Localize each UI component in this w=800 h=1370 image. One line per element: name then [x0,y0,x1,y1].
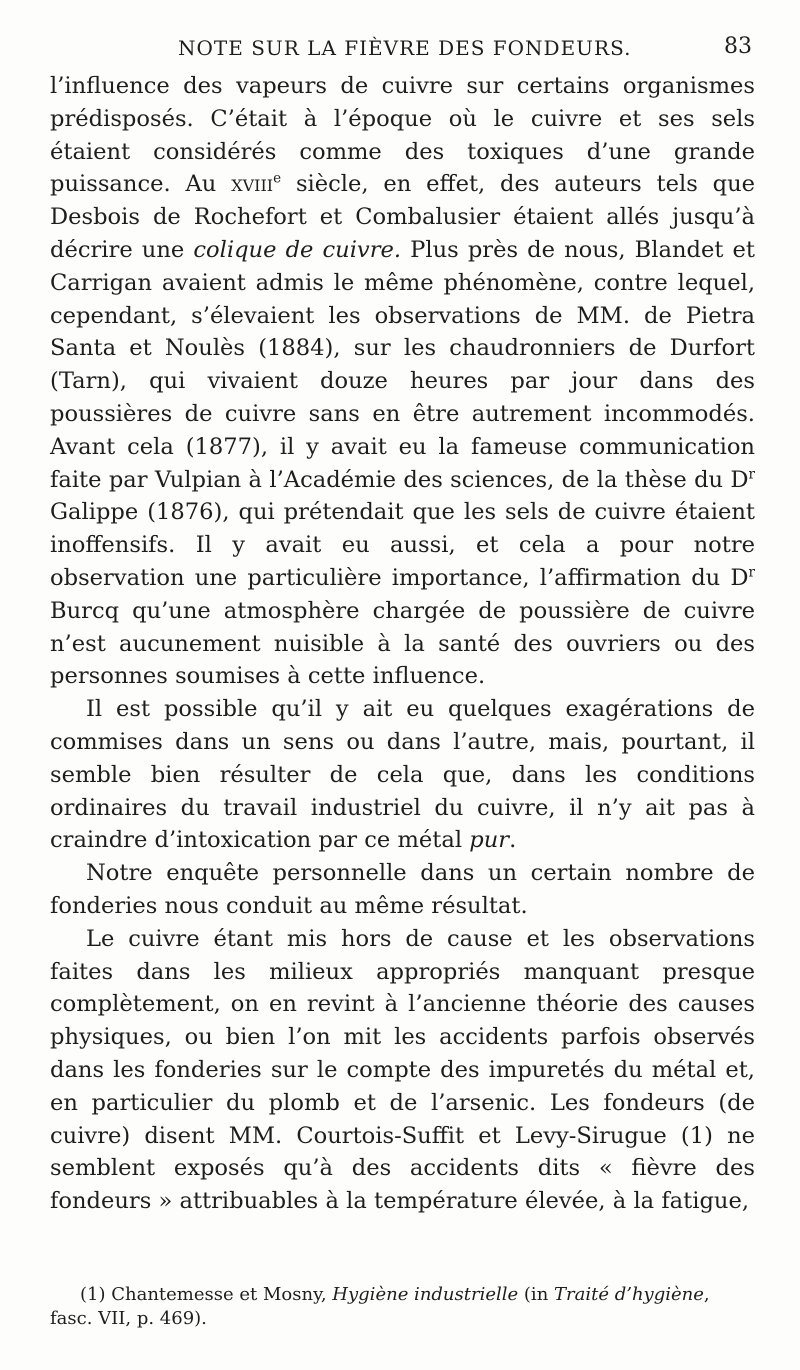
italic-text: colique de cuivre. [193,236,402,263]
footnote [50,1283,755,1331]
text-run: Chantemesse et Mosny, [105,1284,333,1305]
paragraph-2 [50,693,755,857]
superscript: r [748,466,755,483]
footnote-text [50,1283,755,1331]
italic-text: Traité d’hygiène [554,1284,704,1305]
footnote-marker: (1) [80,1284,106,1305]
paragraph-3: Notre enquête personnelle dans un certain nombre de fonderies nous conduit au même résultat. [50,860,755,919]
paragraph-4: Le cuivre étant mis hors de cause et les observations faites dans les milieux appropriés manquant presque complètement, on en revint à l’ancienne théorie des causes physiques, ou bien l’on mit les accidents parfois observés dans les fonderies sur le compte des impuretés du métal et, en particulier du plomb et de l’arsenic. Les fondeurs (de cuivre) disent MM. Courtois-Suffit et Levy-Sirugue (1) ne semblent exposés qu’à des accidents dits « fièvre des fondeurs » attribuables à la température élevée, à la fatigue, [50,925,755,1215]
text-run: Il est possible qu’il y ait eu quelques exagérations de commises dans un sens ou dans l’autre, mais, pourtant, il semble bien résulter de cela que, dans les conditions ordinaires du travail industriel du cuivre, il n’y ait pas à craindre d’intoxication par ce métal [50,696,755,854]
page-header [50,30,760,66]
body-text [50,70,755,1218]
superscript: r [748,564,755,581]
text-run: Galippe (1876), qui prétendait que les sels de cuivre étaient inoffensifs. Il y avait eu aussi, et cela a pour notre observation une particulière importance, l’affirmation du D [50,499,755,591]
text-run: Plus près de nous, Blandet et Carrigan avaient admis le même phénomène, contre lequel, cependant, s’élevaient les observations de MM. de Pietra Santa et Noulès (1884), sur les chaudronniers de Durfort (Tarn), qui vivaient douze heures par jour dans des poussières de cuivre sans en être autrement incommodés. Avant cela (1877), il y avait eu la fameuse communication faite par Vulpian à l’Académie des sciences, de la thèse du D [50,236,756,493]
italic-text: pur [469,827,510,854]
running-title: NOTE SUR LA FIÈVRE DES FONDEURS. [178,36,632,60]
text-run: . [509,827,517,854]
century-numeral: xviii [231,171,274,198]
paragraph-1 [50,70,755,693]
superscript: e [273,170,282,187]
text-run: (in [518,1284,555,1305]
page-number: 83 [724,34,752,59]
text-run: , fasc. VII, p. 469). [50,1284,710,1329]
italic-text: Hygiène industrielle [332,1284,519,1305]
text-run: l’influence des vapeurs de cuivre sur certains organismes prédisposés. C’était à l’époque où le cuivre et ses sels étaient considérés comme des toxiques d’une grande puissance. Au [50,73,755,198]
text-run: siècle, en effet, des auteurs tels que Desbois de Rochefort et Combalusier étaient allés jusqu’à décrire une [50,171,755,263]
text-run: Burcq qu’une atmosphère chargée de poussière de cuivre n’est aucunement nuisible à la santé des ouvriers ou des personnes soumises à cette influence. [50,597,755,690]
